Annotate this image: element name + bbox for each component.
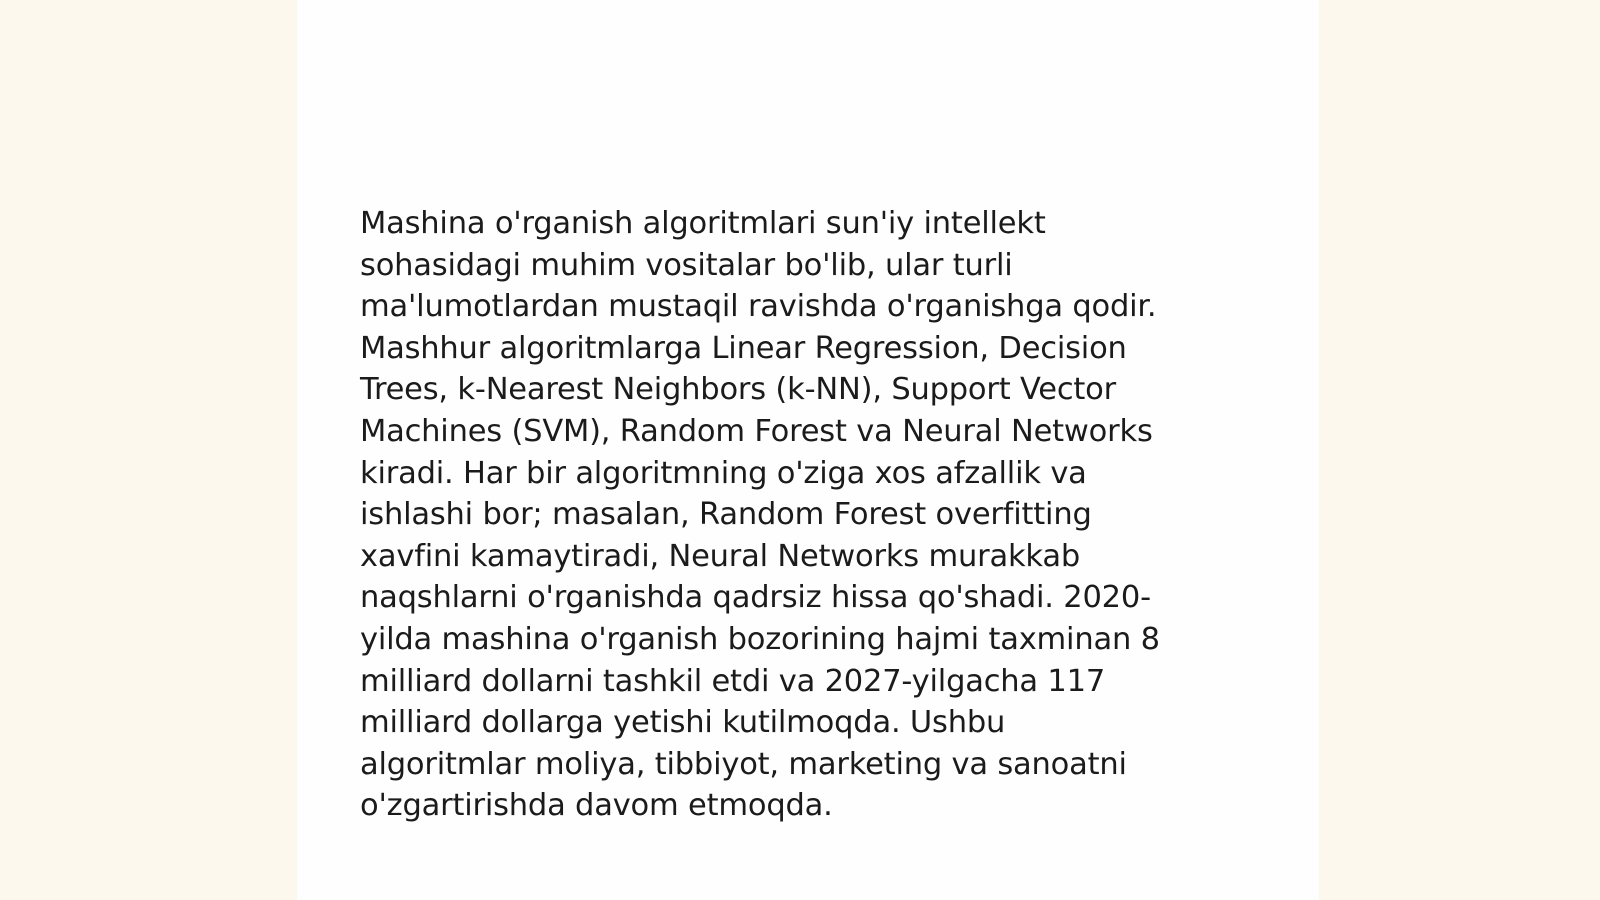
paragraph-line: ma'lumotlardan mustaqil ravishda o'rganishga qodir. [360, 289, 1157, 325]
paragraph-line: algoritmlar moliya, tibbiyot, marketing va sanoatni [360, 746, 1127, 782]
body-paragraph [360, 203, 1235, 827]
paragraph-line: Trees, k-Nearest Neighbors (k-NN), Support Vector [360, 372, 1116, 408]
paragraph-line: xavfini kamaytiradi, Neural Networks murakkab [360, 538, 1081, 574]
paragraph-line: milliard dollarga yetishi kutilmoqda. Ushbu [360, 705, 1006, 741]
paragraph-line: naqshlarni o'rganishda qadrsiz hissa qo'shadi. 2020- [360, 580, 1151, 616]
paragraph-line: ishlashi bor; masalan, Random Forest overfitting [360, 497, 1092, 533]
paragraph-line: kiradi. Har bir algoritmning o'ziga xos afzallik va [360, 455, 1087, 491]
paragraph-line: sohasidagi muhim vositalar bo'lib, ular turli [360, 247, 1013, 283]
paragraph-line: milliard dollarni tashkil etdi va 2027-yilgacha 117 [360, 663, 1106, 699]
paragraph-line: Mashina o'rganish algoritmlari sun'iy intellekt [360, 206, 1046, 241]
document-page [297, 0, 1319, 900]
paragraph-line: Machines (SVM), Random Forest va Neural Networks [360, 413, 1153, 449]
paragraph-line: yilda mashina o'rganish bozorining hajmi taxminan 8 [360, 621, 1160, 657]
paragraph-line: o'zgartirishda davom etmoqda. [360, 788, 833, 824]
paragraph-line: Mashhur algoritmlarga Linear Regression, Decision [360, 330, 1127, 366]
